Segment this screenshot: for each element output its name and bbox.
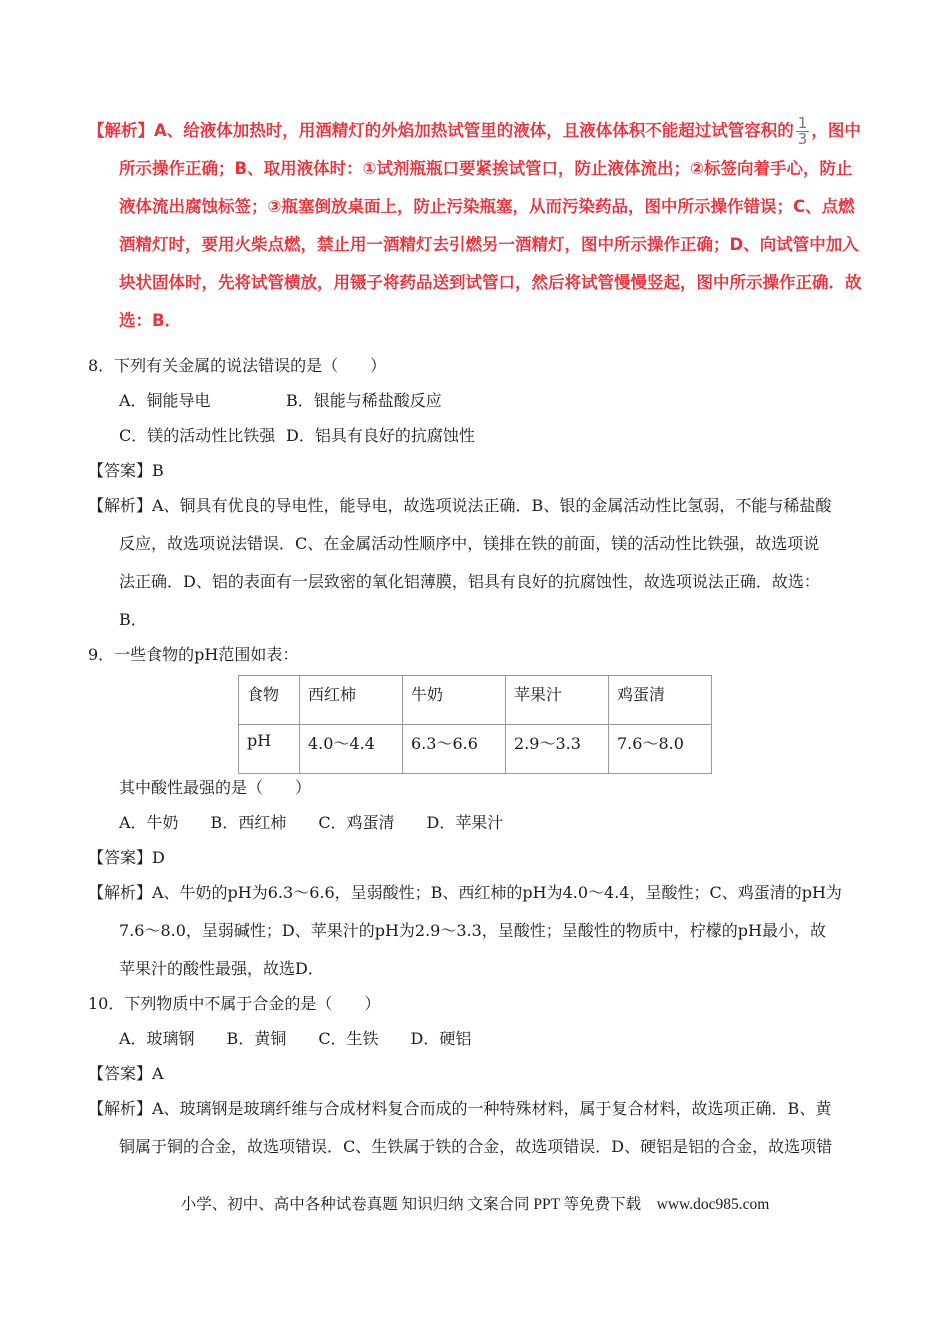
previous-analysis xyxy=(88,112,868,340)
q10-analysis: 铜属于铜的合金，故选项错误．C、生铁属于铁的合金，故选项错误．D、硬铝是铝的合金，故选项错 xyxy=(119,1137,833,1156)
q9-analysis: 【解析】A、牛奶的pH为6.3～6.6，呈弱酸性；B、西红柿的pH为4.0～4.4，呈酸性；C、鸡蛋清的pH为 xyxy=(88,883,842,902)
q10-answer: 【答案】A xyxy=(88,1064,164,1083)
q9-subquestion: 其中酸性最强的是（ ） xyxy=(119,778,312,797)
page-footer: 小学、初中、高中各种试卷真题 知识归纳 文案合同 PPT 等免费下载 www.doc985.com xyxy=(180,1196,770,1213)
analysis-text: 【解析】A、给液体加热时，用酒精灯的外焰加热试管里的液体，且液体体积不能超过试管容积的 xyxy=(88,121,794,140)
table-header-cell: 鸡蛋清 xyxy=(609,676,712,725)
q8-answer: 【答案】B xyxy=(88,461,164,480)
analysis-line: 块状固体时，先将试管横放，用镊子将药品送到试管口，然后将试管慢慢竖起，图中所示操作正确．故 xyxy=(119,273,862,292)
table-header-cell: 西红柿 xyxy=(300,676,403,725)
analysis-line xyxy=(88,112,868,150)
table-header-cell: 苹果汁 xyxy=(506,676,609,725)
fraction-numerator: 1 xyxy=(797,114,808,132)
q10-options: A．玻璃钢 B．黄铜 C．生铁 D．硬铝 xyxy=(119,1029,472,1048)
q10-question: 10．下列物质中不属于合金的是（ ） xyxy=(88,994,381,1013)
table-cell: 2.9～3.3 xyxy=(506,725,609,774)
fraction-denominator: 3 xyxy=(797,130,808,148)
q8-question: 8．下列有关金属的说法错误的是（ ） xyxy=(88,356,387,375)
fraction-one-third xyxy=(796,116,810,147)
q9-analysis: 苹果汁的酸性最强，故选D． xyxy=(119,959,324,978)
table-header-cell: 食物 xyxy=(239,676,300,725)
q9-options: A．牛奶 B．西红柿 C．鸡蛋清 D．苹果汁 xyxy=(119,813,504,832)
q8-option-d: D．铝具有良好的抗腐蚀性 xyxy=(286,426,475,445)
table-row xyxy=(239,725,712,774)
analysis-line: 酒精灯时，要用火柴点燃，禁止用一酒精灯去引燃另一酒精灯，图中所示操作正确；D、向试管中加入 xyxy=(119,235,859,254)
q9-answer: 【答案】D xyxy=(88,848,165,867)
q8-analysis: 反应，故选项说法错误．C、在金属活动性顺序中，镁排在铁的前面，镁的活动性比铁强，故选项说 xyxy=(119,534,820,553)
analysis-line: 所示操作正确；B、取用液体时：①试剂瓶瓶口要紧挨试管口，防止液体流出；②标签向着手心，防止 xyxy=(119,159,853,178)
q8-option-c: C．镁的活动性比铁强 xyxy=(119,426,276,445)
q8-analysis: B． xyxy=(119,610,147,629)
table-header-cell: 牛奶 xyxy=(403,676,506,725)
q10-analysis: 【解析】A、玻璃钢是玻璃纤维与合成材料复合而成的一种特殊材料，属于复合材料，故选项正确．B、黄 xyxy=(88,1099,832,1118)
analysis-line: 选：B． xyxy=(119,311,182,330)
q9-analysis: 7.6～8.0，呈弱碱性；D、苹果汁的pH为2.9～3.3，呈酸性；呈酸性的物质中，柠檬的pH最小，故 xyxy=(119,921,827,940)
q8-analysis: 法正确．D、铝的表面有一层致密的氧化铝薄膜，铝具有良好的抗腐蚀性，故选项说法正确．故选： xyxy=(119,572,820,591)
table-cell: 4.0～4.4 xyxy=(300,725,403,774)
table-cell: pH xyxy=(239,725,300,774)
table-cell: 6.3～6.6 xyxy=(403,725,506,774)
q8-option-a: A．铜能导电 xyxy=(119,391,211,410)
q8-analysis: 【解析】A、铜具有优良的导电性，能导电，故选项说法正确．B、银的金属活动性比氢弱，不能与稀盐酸 xyxy=(88,496,832,515)
q8-option-b: B．银能与稀盐酸反应 xyxy=(286,391,442,410)
table-row xyxy=(239,676,712,725)
analysis-line: 液体流出腐蚀标签；③瓶塞倒放桌面上，防止污染瓶塞，从而污染药品，图中所示操作错误；C、点燃 xyxy=(119,197,855,216)
table-cell: 7.6～8.0 xyxy=(609,725,712,774)
analysis-text: ，图中 xyxy=(811,121,861,140)
ph-table xyxy=(238,675,712,774)
q9-question: 9．一些食物的pH范围如表： xyxy=(88,645,299,664)
